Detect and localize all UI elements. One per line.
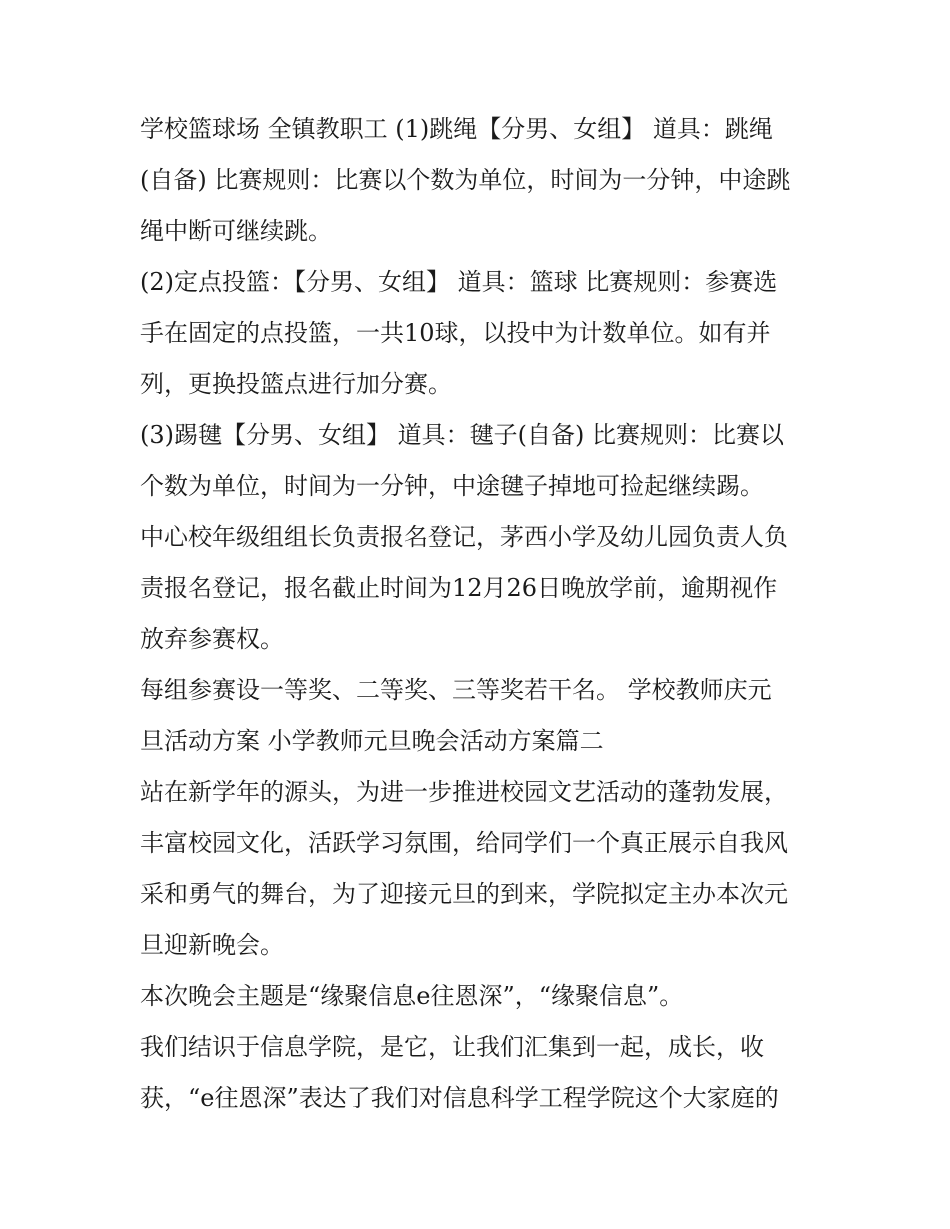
text-line-1: 学校篮球场 全镇教职工 (1)跳绳【分男、女组】 道具：跳绳	[140, 115, 773, 143]
text-line-16: 采和勇气的舞台，为了迎接元旦的到来，学院拟定主办本次元	[140, 880, 788, 908]
text-line-20: 获，“e往恩深”表达了我们对信息科学工程学院这个大家庭的	[140, 1084, 779, 1112]
text-line-10: 责报名登记，报名截止时间为12月26日晚放学前，逾期视作	[140, 574, 778, 602]
document-body	[140, 104, 820, 1124]
text-line-3: 绳中断可继续跳。	[140, 217, 332, 245]
text-line-6: 列，更换投篮点进行加分赛。	[140, 370, 452, 398]
text-line-5: 手在固定的点投篮，一共10球，以投中为计数单位。如有并	[140, 319, 771, 347]
text-line-11: 放弃参赛权。	[140, 625, 284, 653]
text-line-9: 中心校年级组组长负责报名登记，茅西小学及幼儿园负责人负	[140, 523, 788, 551]
text-line-12: 每组参赛设一等奖、二等奖、三等奖若干名。 学校教师庆元	[140, 676, 772, 704]
text-line-19: 我们结识于信息学院，是它，让我们汇集到一起，成长，收	[140, 1033, 764, 1061]
text-line-18: 本次晚会主题是“缘聚信息e往恩深”，“缘聚信息”。	[140, 982, 684, 1010]
text-line-7: (3)踢毽【分男、女组】 道具：毽子(自备) 比赛规则：比赛以	[140, 421, 784, 449]
text-line-14: 站在新学年的源头，为进一步推进校园文艺活动的蓬勃发展，	[140, 778, 788, 806]
text-line-2: (自备) 比赛规则：比赛以个数为单位，时间为一分钟，中途跳	[140, 166, 791, 194]
text-line-17: 旦迎新晚会。	[140, 931, 284, 959]
text-line-8: 个数为单位，时间为一分钟，中途毽子掉地可捡起继续踢。	[140, 472, 764, 500]
text-line-15: 丰富校园文化，活跃学习氛围，给同学们一个真正展示自我风	[140, 829, 788, 857]
text-line-4: (2)定点投篮：【分男、女组】 道具：篮球 比赛规则：参赛选	[140, 268, 778, 296]
text-line-13: 旦活动方案 小学教师元旦晚会活动方案篇二	[140, 727, 604, 755]
